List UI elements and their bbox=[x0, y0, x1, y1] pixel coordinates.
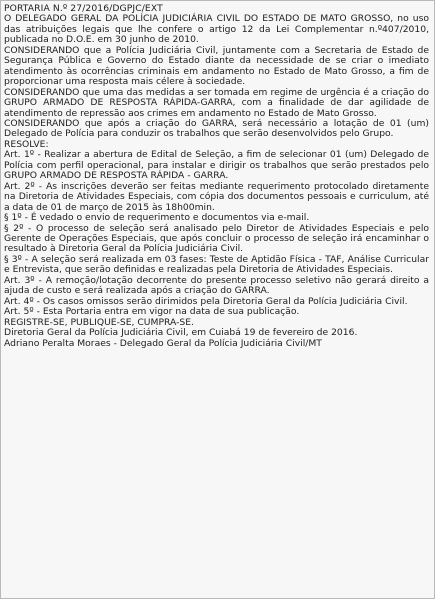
article-3: Art. 3º - A remoção/lotação decorrente do presente processo seletivo não gerará direito a ajuda de custo e será realizada após a criação do GARRA. bbox=[4, 274, 429, 297]
considerando-paragraph-3: CONSIDERANDO que após a criação do GARRA, será necessário a lotação de 01 (um) Delegado de Polícia para conduzir os trabalhos que serão desenvolvidos pelo Grupo. bbox=[4, 117, 429, 140]
place-and-date: Diretoria Geral da Polícia Judiciária Civil, em Cuiabá 19 de fevereiro de 2016. bbox=[4, 327, 358, 339]
article-4: Art. 4º - Os casos omissos serão dirimidos pela Diretoria Geral da Polícia Judiciária Civil. bbox=[4, 295, 408, 307]
article-2: Art. 2º - As inscrições deverão ser feitas mediante requerimento protocolado diretamente na Diretoria de Atividades Especiais, com cópia dos documentos pessoais e curriculum, até a data de 01 de março de 2015 às 18h00min. bbox=[4, 180, 429, 213]
article-5: Art. 5º - Esta Portaria entra em vigor na data de sua publicação. bbox=[4, 306, 300, 318]
article-1: Art. 1º - Realizar a abertura de Edital de Seleção, a fim de selecionar 01 (um) Delegado de Polícia com perfil operacional, para instalar e dirigir os trabalhos que serão prestados pelo GRUPO ARMADO DE RESPOSTA RÁPIDA - GARRA. bbox=[4, 149, 429, 182]
document-body bbox=[4, 4, 429, 349]
considerando-paragraph-2: CONSIDERANDO que uma das medidas a ser tomada em regime de urgência é a criação do GRUPO ARMADO DE RESPOSTA RÁPIDA-GARRA, com a finalidade de dar agilidade de atendimento de repressão aos crimes em andamento no Estado de Mato Grosso. bbox=[4, 86, 429, 119]
article-2-paragraph-3: § 3º - A seleção será realizada em 03 fases: Teste de Aptidão Física - TAF, Análise Curricular e Entrevista, que serão definidas e realizadas pela Diretoria de Atividades Especiais. bbox=[4, 253, 429, 276]
article-2-paragraph-2: § 2º - O processo de seleção será analisado pelo Diretor de Atividades Especiais e pelo Gerente de Operações Especiais, que após concluir o processo de seleção irá encaminhar o resultado à Diretoria Geral da Polícia Judiciária Civil. bbox=[4, 222, 429, 255]
closing-formula: REGISTRE-SE, PUBLIQUE-SE, CUMPRA-SE. bbox=[4, 316, 194, 328]
preamble-paragraph: O DELEGADO GERAL DA POLÍCIA JUDICIÁRIA CIVIL DO ESTADO DE MATO GROSSO, no uso das atribuições legais que lhe confere o artigo 12 da Lei Complementar n.º407/2010, publicada no D.O.E. em 30 junho de 2010. bbox=[4, 13, 429, 46]
signature-line: Adriano Peralta Moraes - Delegado Geral da Polícia Judiciária Civil/MT bbox=[4, 337, 322, 349]
considerando-paragraph-1: CONSIDERANDO que a Polícia Judiciária Civil, juntamente com a Secretaria de Estado de Segurança Pública e Governo do Estado diante da necessidade de se criar o imediato atendimento às ocorrências criminais em andamento no Estado de Mato Grosso, a fim de proporcionar uma resposta mais célere à sociedade. bbox=[4, 44, 429, 88]
resolve-heading: RESOLVE: bbox=[4, 138, 49, 150]
article-2-paragraph-1: § 1º - É vedado o envio de requerimento e documentos via e-mail. bbox=[4, 212, 310, 224]
portaria-header: PORTARIA N.º 27/2016/DGPJC/EXT bbox=[4, 3, 163, 14]
